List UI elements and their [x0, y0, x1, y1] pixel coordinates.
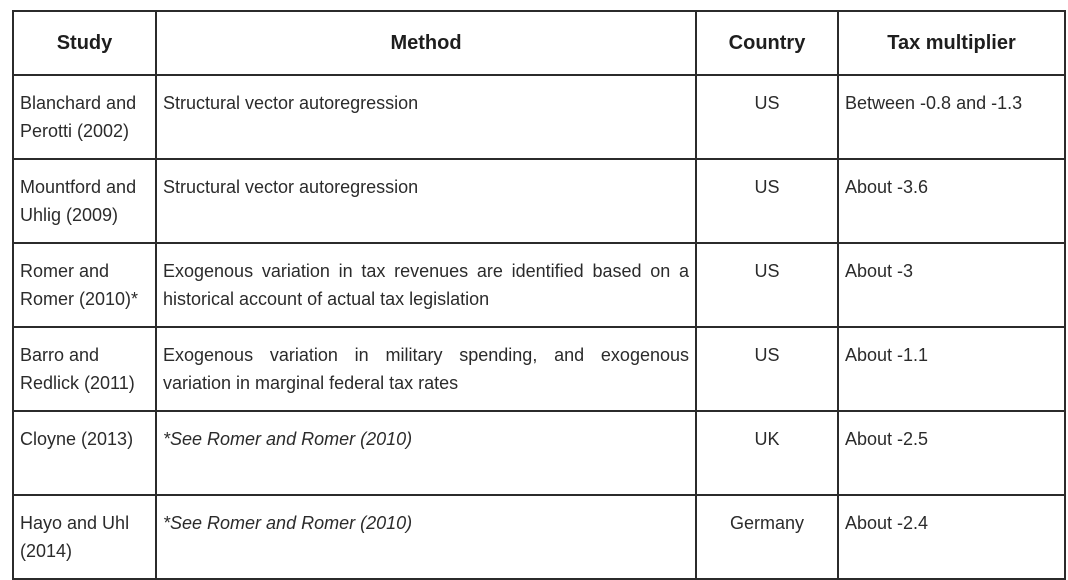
study-cell: Barro and Redlick (2011): [13, 327, 156, 411]
table-row: [13, 495, 1065, 579]
tax-multiplier-table: [12, 10, 1066, 580]
study-cell: Mountford and Uhlig (2009): [13, 159, 156, 243]
method-cell: Exogenous variation in military spending, and exogenous variation in marginal federal tax rates: [156, 327, 696, 411]
table-row: [13, 75, 1065, 159]
study-cell: Romer and Romer (2010)*: [13, 243, 156, 327]
header-method: Method: [156, 11, 696, 75]
study-cell: Cloyne (2013): [13, 411, 156, 495]
tax-multiplier-cell: About -3.6: [838, 159, 1065, 243]
study-cell: Blanchard and Perotti (2002): [13, 75, 156, 159]
table-row: [13, 159, 1065, 243]
method-cell: Exogenous variation in tax revenues are identified based on a historical account of actual tax legislation: [156, 243, 696, 327]
tax-multiplier-cell: About -2.4: [838, 495, 1065, 579]
country-cell: Germany: [696, 495, 838, 579]
method-cell: *See Romer and Romer (2010): [156, 495, 696, 579]
method-cell: Structural vector autoregression: [156, 75, 696, 159]
country-cell: US: [696, 243, 838, 327]
tax-multiplier-cell: About -2.5: [838, 411, 1065, 495]
study-cell: Hayo and Uhl (2014): [13, 495, 156, 579]
tax-multiplier-cell: Between -0.8 and -1.3: [838, 75, 1065, 159]
header-tax-multiplier: Tax multiplier: [838, 11, 1065, 75]
tax-multiplier-cell: About -1.1: [838, 327, 1065, 411]
table-row: [13, 411, 1065, 495]
country-cell: UK: [696, 411, 838, 495]
header-study: Study: [13, 11, 156, 75]
country-cell: US: [696, 327, 838, 411]
method-cell: Structural vector autoregression: [156, 159, 696, 243]
table-row: [13, 243, 1065, 327]
table-row: [13, 327, 1065, 411]
method-cell: *See Romer and Romer (2010): [156, 411, 696, 495]
country-cell: US: [696, 159, 838, 243]
tax-multiplier-cell: About -3: [838, 243, 1065, 327]
country-cell: US: [696, 75, 838, 159]
tax-multiplier-table-container: [12, 10, 1066, 580]
header-country: Country: [696, 11, 838, 75]
header-row: [13, 11, 1065, 75]
